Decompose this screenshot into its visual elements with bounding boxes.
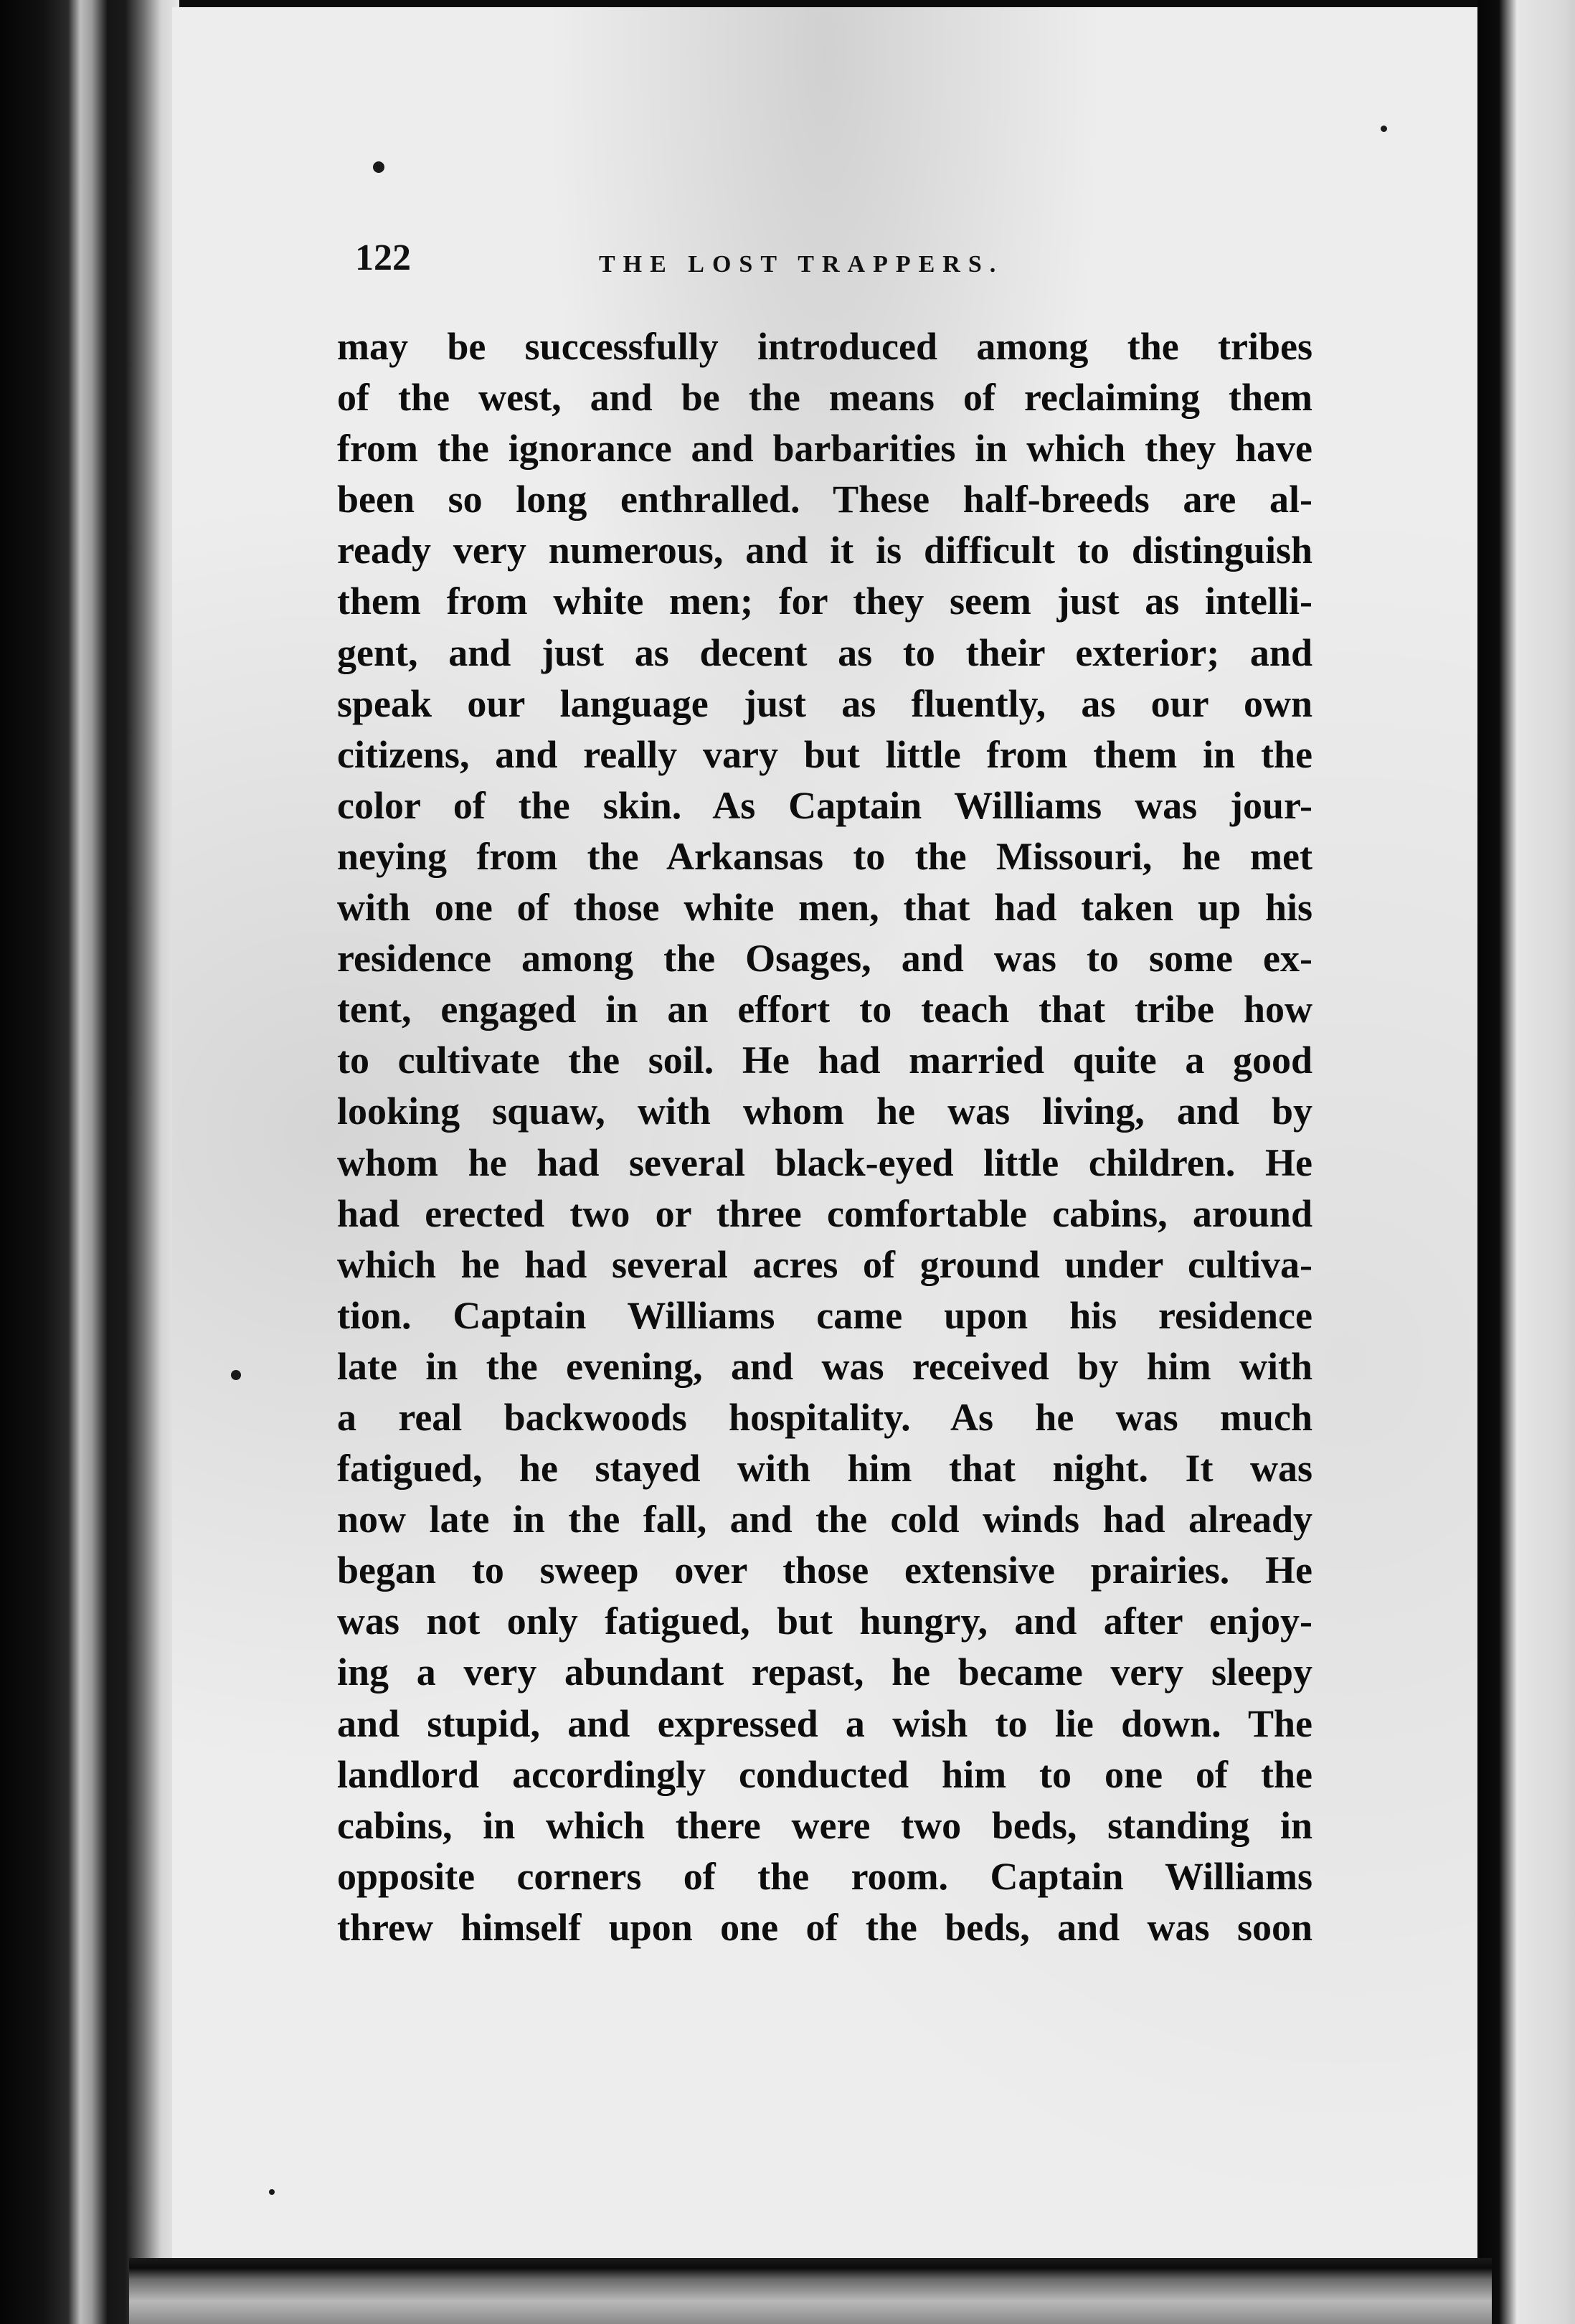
- text-line: was not only fatigued, but hungry, and after enjoy-: [337, 1600, 1312, 1643]
- ink-speck: [373, 161, 384, 173]
- text-line: ing a very abundant repast, he became very sleepy: [337, 1650, 1312, 1694]
- text-line: from the ignorance and barbarities in which they have: [337, 427, 1312, 471]
- text-line: to cultivate the soil. He had married quite a good: [337, 1039, 1312, 1082]
- text-line: had erected two or three comfortable cabins, around: [337, 1191, 1312, 1235]
- text-line: which he had several acres of ground under cultiva-: [337, 1242, 1312, 1286]
- text-line: ready very numerous, and it is difficult to distinguish: [337, 529, 1312, 572]
- ink-speck: [269, 2189, 275, 2195]
- text-line: them from white men; for they seem just as intelli-: [337, 580, 1312, 623]
- text-line: landlord accordingly conducted him to one of the: [337, 1752, 1312, 1796]
- text-line: began to sweep over those extensive prairies. He: [337, 1549, 1312, 1592]
- text-line: tent, engaged in an effort to teach that tribe how: [337, 988, 1312, 1031]
- text-line: fatigued, he stayed with him that night. It was: [337, 1447, 1312, 1491]
- text-line: tion. Captain Williams came upon his residence: [337, 1293, 1312, 1337]
- text-line: threw himself upon one of the beds, and was soon: [337, 1905, 1312, 1949]
- page-header: [355, 237, 1302, 294]
- page-number: 122: [355, 237, 411, 278]
- text-line: late in the evening, and was received by him with: [337, 1344, 1312, 1388]
- text-line: opposite corners of the room. Captain Williams: [337, 1854, 1312, 1898]
- ink-speck: [1381, 126, 1387, 132]
- text-line: been so long enthralled. These half-breeds are al-: [337, 478, 1312, 521]
- text-line: now late in the fall, and the cold winds had already: [337, 1498, 1312, 1541]
- text-line: may be successfully introduced among the tribes: [337, 325, 1312, 368]
- text-line: with one of those white men, that had taken up his: [337, 886, 1312, 930]
- ink-speck: [231, 1370, 241, 1380]
- facing-page-edge: [1477, 0, 1575, 2324]
- page-bottom-edge: [129, 2258, 1492, 2324]
- text-line: a real backwoods hospitality. As he was much: [337, 1395, 1312, 1439]
- text-line: color of the skin. As Captain Williams was jour-: [337, 783, 1312, 827]
- text-line: whom he had several black-eyed little children. He: [337, 1140, 1312, 1184]
- text-line: cabins, in which there were two beds, standing in: [337, 1803, 1312, 1847]
- book-binding-gutter: [0, 0, 179, 2324]
- text-line: and stupid, and expressed a wish to lie down. The: [337, 1701, 1312, 1745]
- running-head: THE LOST TRAPPERS.: [599, 251, 1004, 278]
- text-line: gent, and just as decent as to their exterior; and: [337, 630, 1312, 674]
- text-line: citizens, and really vary but little from them in the: [337, 732, 1312, 776]
- text-line: neying from the Arkansas to the Missouri, he met: [337, 834, 1312, 878]
- text-line: speak our language just as fluently, as our own: [337, 681, 1312, 725]
- text-line: residence among the Osages, and was to some ex-: [337, 937, 1312, 981]
- text-line: looking squaw, with whom he was living, and by: [337, 1090, 1312, 1133]
- text-line: of the west, and be the means of reclaiming them: [337, 376, 1312, 420]
- body-text: [337, 321, 1312, 1953]
